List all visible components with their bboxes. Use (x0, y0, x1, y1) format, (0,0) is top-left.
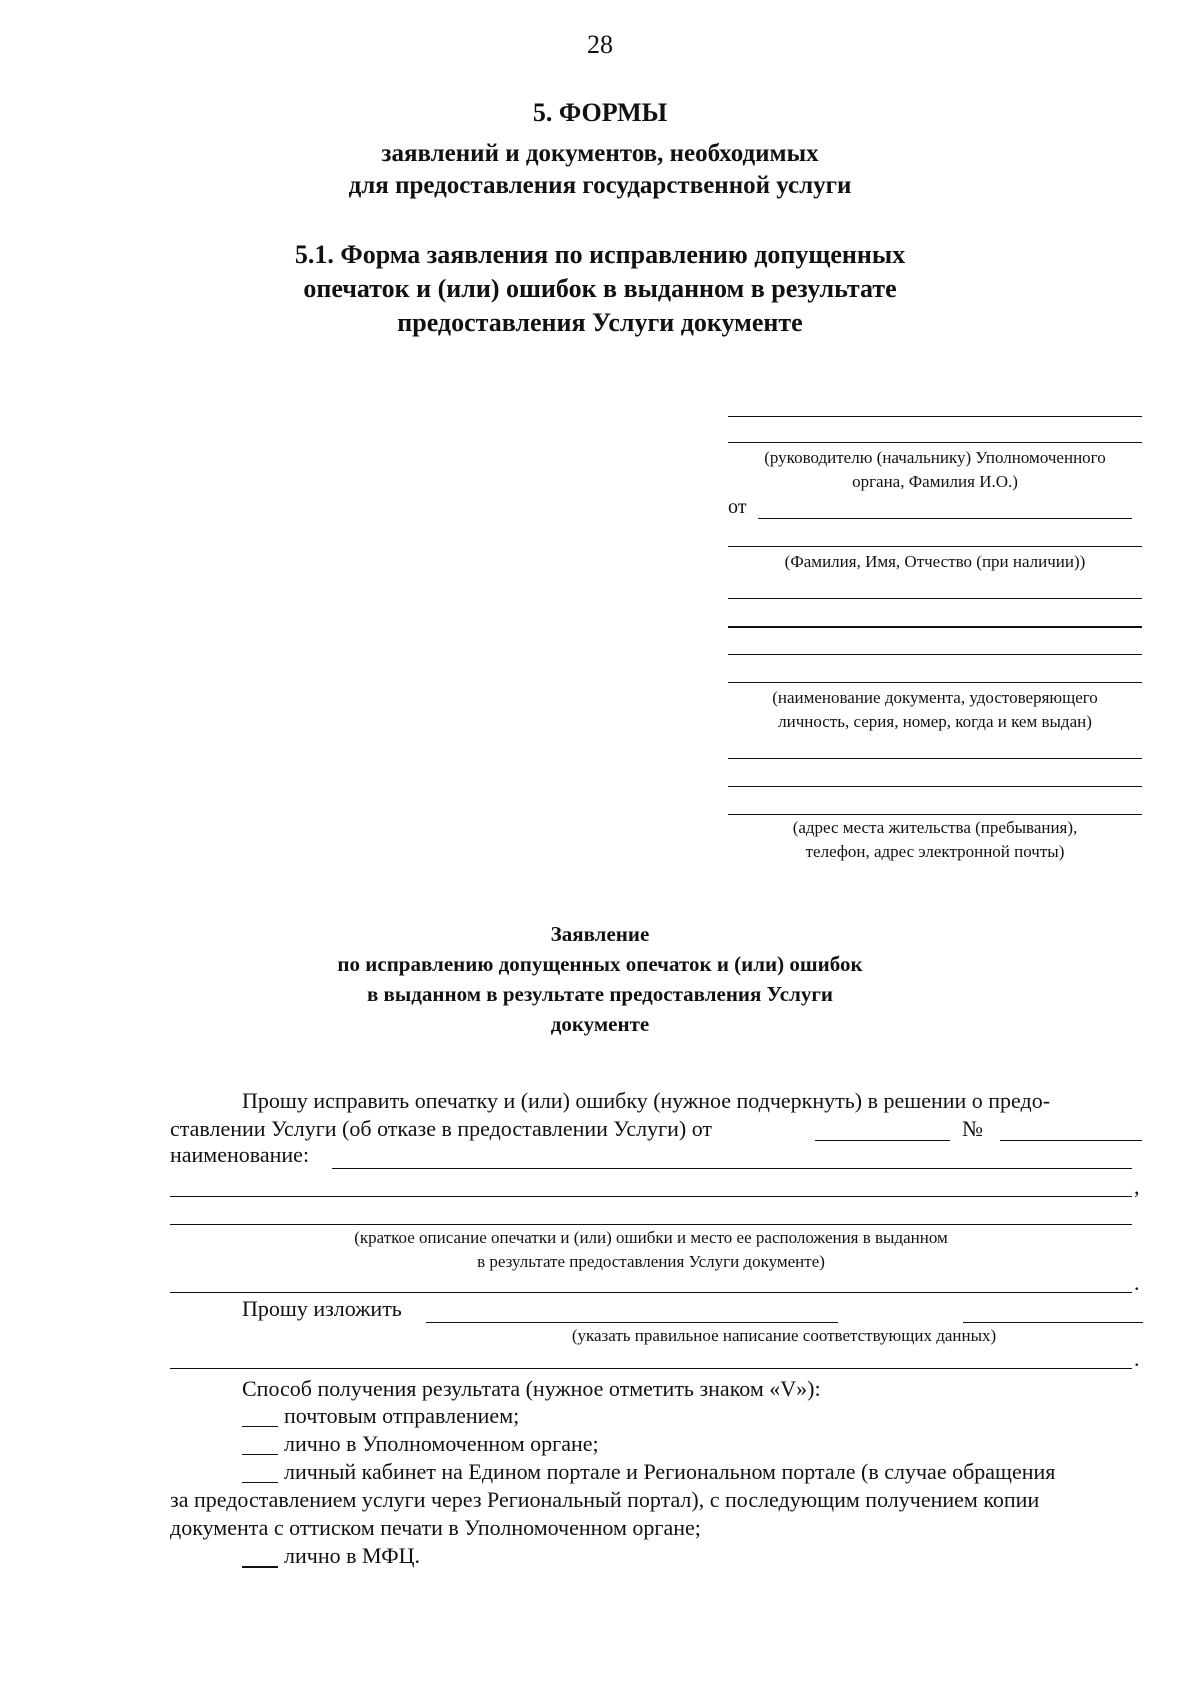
correct-data-field[interactable] (170, 1368, 1132, 1369)
correct-data-field[interactable] (426, 1322, 838, 1323)
option-mfc-label: лично в МФЦ. (284, 1543, 421, 1568)
correct-data-field[interactable] (963, 1322, 1143, 1323)
description-hint-line-1: (краткое описание опечатки и (или) ошибки и место ее расположения в выданном (354, 1228, 948, 1247)
description-field[interactable] (170, 1224, 1132, 1225)
description-hint-line-2: в результате предоставления Услуги документе) (477, 1252, 825, 1271)
address-line[interactable] (728, 814, 1142, 815)
option-in-person-authority-label: лично в Уполномоченном органе; (284, 1431, 599, 1456)
head-hint-line-1: (руководителю (начальнику) Уполномоченного (764, 448, 1106, 467)
statement-title-line-4: документе (550, 1012, 650, 1036)
document-hint-line-1: (наименование документа, удостоверяющего (772, 688, 1098, 707)
document-name-field[interactable] (170, 1196, 1132, 1197)
statement-title-line-2: по исправлению допущенных опечаток и (или) ошибок (337, 952, 863, 976)
ask-label: Прошу изложить (242, 1296, 402, 1321)
option-checkbox-mfc[interactable] (242, 1566, 278, 1568)
name-label: наименование: (170, 1142, 310, 1167)
section-subtitle-line-1: заявлений и документов, необходимых (381, 140, 819, 167)
decision-date-field[interactable] (815, 1140, 950, 1141)
option-portal-label-line-2: за предоставлением услуги через Региональный портал), с последующим получением копии (170, 1487, 1040, 1512)
section-title: 5. ФОРМЫ (532, 98, 668, 127)
statement-title: Заявление (550, 922, 650, 946)
delivery-method-title: Способ получения результата (нужное отметить знаком «V»): (242, 1376, 821, 1401)
period-mark: . (1134, 1346, 1140, 1371)
addressee-line[interactable] (728, 416, 1142, 417)
comma-mark: , (1134, 1174, 1140, 1199)
address-hint-line-2: телефон, адрес электронной почты) (805, 842, 1065, 861)
from-line[interactable] (758, 518, 1132, 519)
document-line[interactable] (728, 598, 1142, 599)
address-line[interactable] (728, 786, 1142, 787)
subsection-title-line-1: 5.1. Форма заявления по исправлению допущенных (294, 240, 906, 269)
name-hint: (Фамилия, Имя, Отчество (при наличии)) (784, 552, 1086, 571)
option-checkbox-in-person-authority[interactable] (242, 1454, 278, 1455)
page-number: 28 (587, 30, 613, 59)
option-checkbox-portal[interactable] (242, 1482, 278, 1483)
document-line[interactable] (728, 626, 1142, 628)
ask-hint: (указать правильное написание соответствующих данных) (571, 1326, 997, 1345)
request-paragraph-line-2: ставлении Услуги (об отказе в предоставлении Услуги) от (170, 1116, 713, 1141)
option-portal-label: личный кабинет на Едином портале и Региональном портале (в случае обращения (284, 1459, 1056, 1484)
period-mark: . (1134, 1270, 1140, 1295)
address-line[interactable] (728, 758, 1142, 759)
option-portal-label-line-3: документа с оттиском печати в Уполномоченном органе; (170, 1515, 701, 1540)
option-checkbox-mail[interactable] (242, 1426, 278, 1427)
head-hint-line-2: органа, Фамилия И.О.) (852, 472, 1018, 491)
section-subtitle-line-2: для предоставления государственной услуги (348, 172, 852, 199)
subsection-title-line-3: предоставления Услуги документе (397, 308, 803, 337)
decision-number-field[interactable] (1000, 1140, 1142, 1141)
document-name-field[interactable] (332, 1168, 1132, 1169)
option-mail-label: почтовым отправлением; (284, 1403, 520, 1428)
addressee-line[interactable] (728, 442, 1142, 443)
from-label: от (728, 496, 747, 518)
document-line[interactable] (728, 654, 1142, 655)
description-field[interactable] (170, 1292, 1132, 1293)
subsection-title-line-2: опечаток и (или) ошибок в выданном в результате (303, 274, 897, 303)
from-line[interactable] (728, 546, 1142, 547)
document-hint-line-2: личность, серия, номер, когда и кем выдан) (778, 712, 1092, 731)
address-hint-line-1: (адрес места жительства (пребывания), (792, 818, 1078, 837)
statement-title-line-3: в выданном в результате предоставления Услуги (366, 982, 834, 1006)
number-sign: № (962, 1116, 983, 1141)
document-line[interactable] (728, 682, 1142, 683)
request-paragraph-line-1: Прошу исправить опечатку и (или) ошибку (нужное подчеркнуть) в решении о предо- (242, 1088, 1051, 1113)
